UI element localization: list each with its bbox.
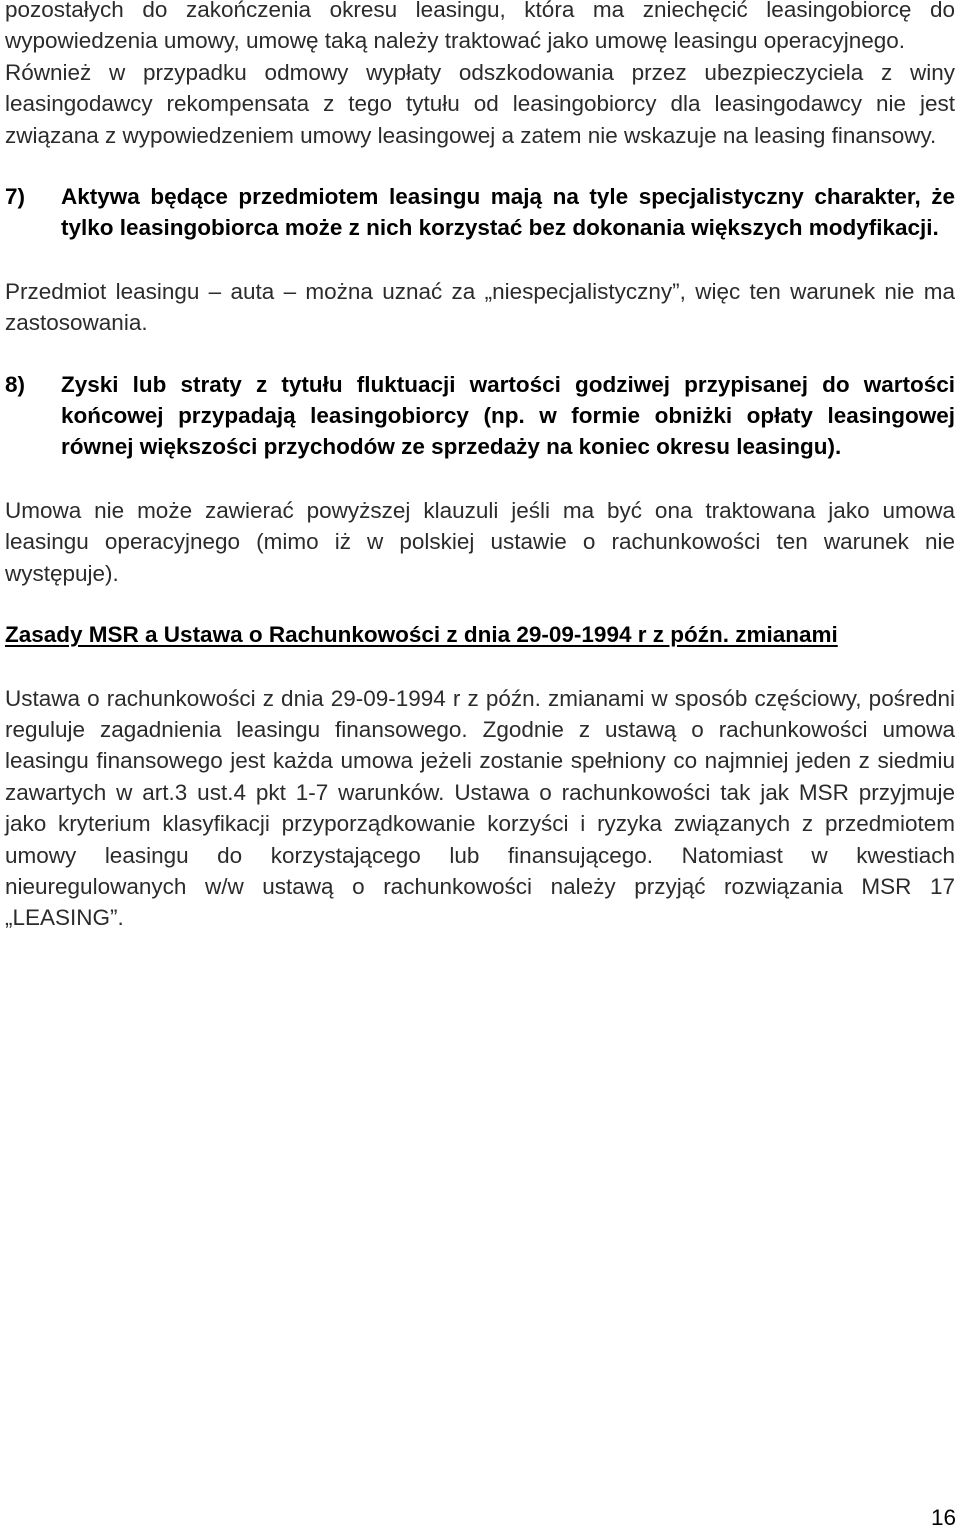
section-heading: Zasady MSR a Ustawa o Rachunkowości z dnia 29-09-1994 r z późn. zmianami <box>5 622 838 648</box>
document-page <box>5 0 955 934</box>
paragraph-act: Ustawa o rachunkowości z dnia 29-09-1994 r z późn. zmianami w sposób częściowy, pośredni reguluje zagadnienia leasingu finansowego. Zgodnie z ustawą o rachunkowości umowa leasingu finansowego jest każda umowa jeżeli zostanie spełniony co najmniej jeden z siedmiu zawartych w art.3 ust.4 pkt 1-7 warunków. Ustawa o rachunkowości tak jak MSR przyjmuje jako kryterium klasyfikacji przyporządkowanie korzyści i ryzyka związanych z przedmiotem umowy leasingu do korzystającego lub finansującego. Natomiast w kwestiach nieuregulowanych w/w ustawą o rachunkowości należy przyjąć rozwiązania MSR 17 „LEASING”. <box>5 685 955 931</box>
list-item-8 <box>5 369 955 463</box>
paragraph-item7-comment: Przedmiot leasingu – auta – można uznać za „niespecjalistyczny”, więc ten warunek nie ma zastosowania. <box>5 278 955 336</box>
paragraph-continuation: pozostałych do zakończenia okresu leasingu, która ma zniechęcić leasingobiorcę do wypowiedzenia umowy, umowę taką należy traktować jako umowę leasingu operacyjnego. <box>5 0 955 54</box>
list-item-number: 8) <box>5 371 26 397</box>
list-item-text: Aktywa będące przedmiotem leasingu mają na tyle specjalistyczny charakter, że tylko leasingobiorca może z nich korzystać bez dokonania większych modyfikacji. <box>61 184 955 241</box>
paragraph-compensation: Również w przypadku odmowy wypłaty odszkodowania przez ubezpieczyciela z winy leasingodawcy rekompensata z tego tytułu od leasingobiorcy dla leasingodawcy nie jest związana z wypowiedzeniem umowy leasingowej a zatem nie wskazuje na leasing finansowy. <box>5 59 955 148</box>
page-number: 16 <box>930 1505 956 1530</box>
list-item-text: Zyski lub straty z tytułu fluktuacji wartości godziwej przypisanej do wartości końcowej przypadają leasingobiorcy (np. w formie obniżki opłaty leasingowej równej większości przychodów ze sprzedaży na koniec okresu leasingu). <box>61 371 955 460</box>
list-item-7 <box>5 181 955 244</box>
paragraph-item8-comment: Umowa nie może zawierać powyższej klauzuli jeśli ma być ona traktowana jako umowa leasingu operacyjnego (mimo iż w polskiej ustawie o rachunkowości ten warunek nie występuje). <box>5 497 955 586</box>
list-item-number: 7) <box>5 184 26 210</box>
